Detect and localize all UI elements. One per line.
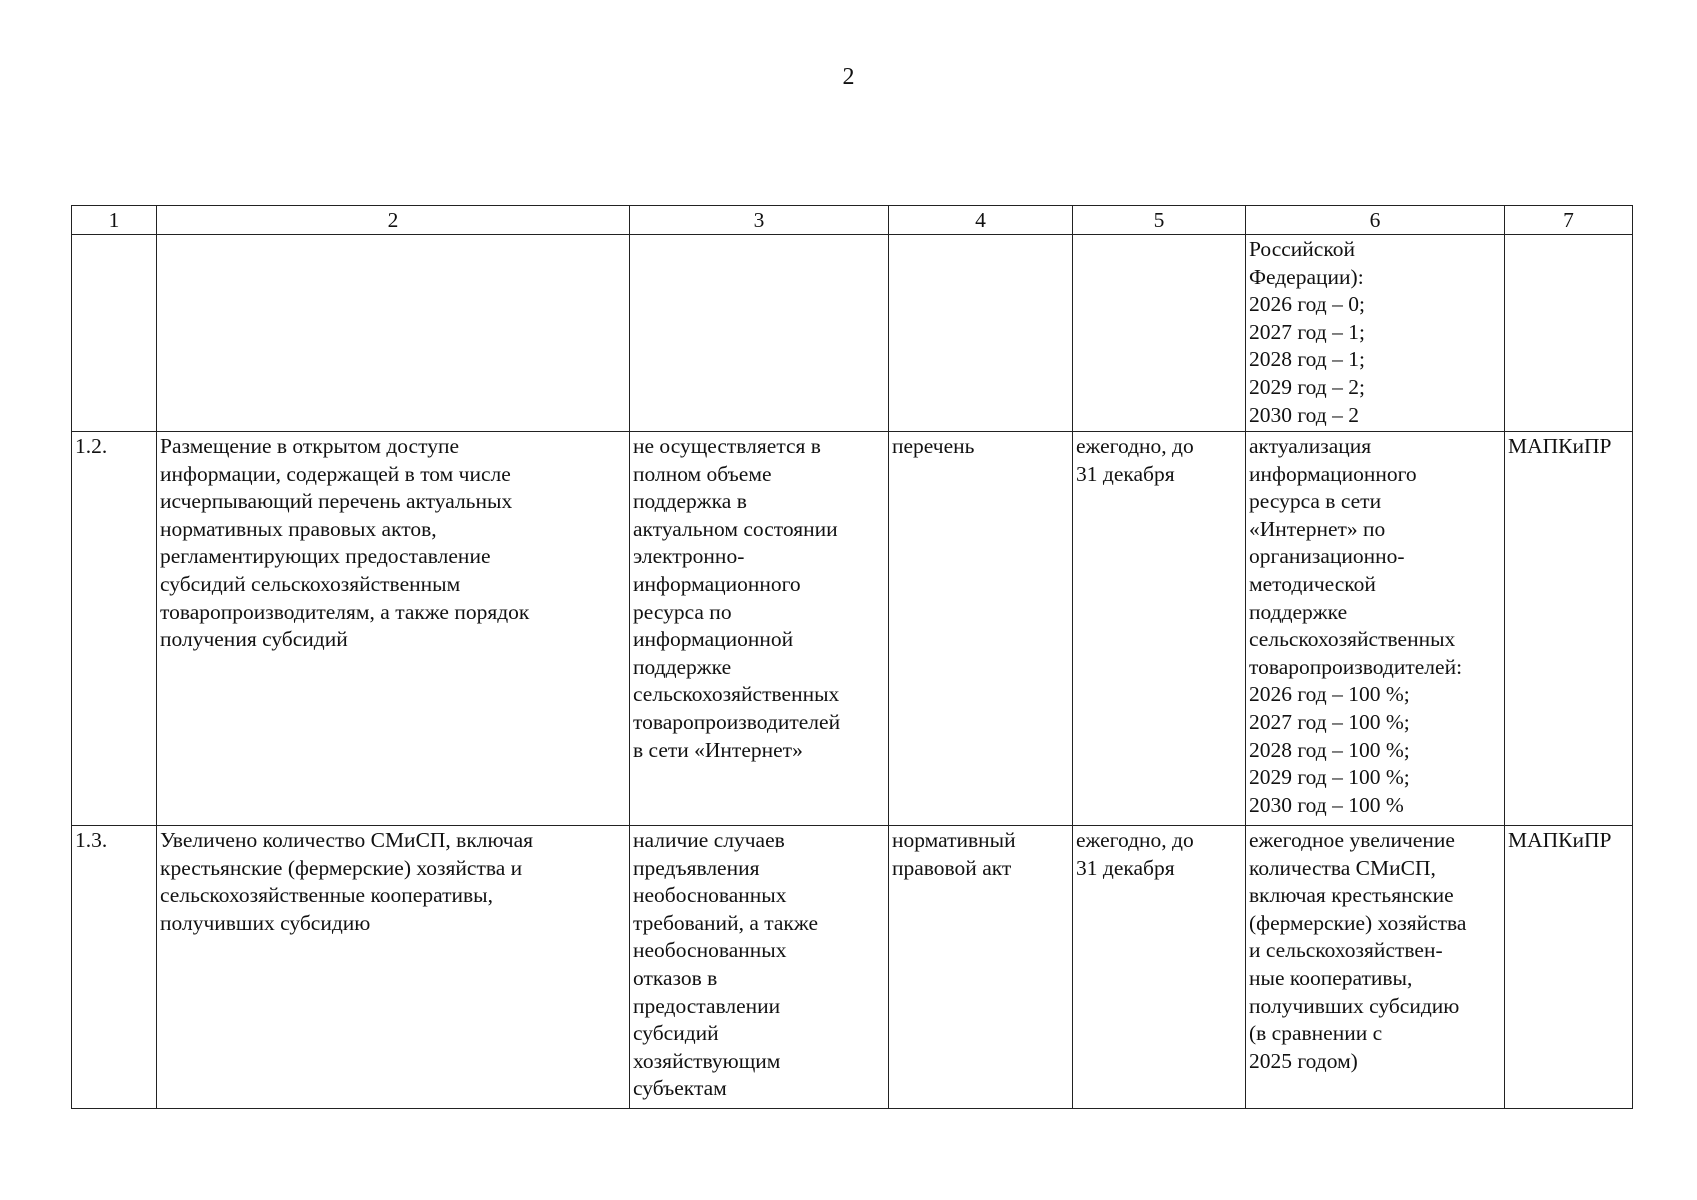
deadline-line: 31 декабря [1076, 855, 1175, 880]
result-line: и сельскохозяйствен- [1249, 938, 1443, 963]
column-number-1: 1 [72, 206, 157, 235]
problem-line: электронно- [633, 544, 745, 569]
problem-line: поддержке [633, 654, 732, 679]
result-line: 2029 год – 2; [1249, 374, 1365, 399]
result-line: 2026 год – 100 %; [1249, 682, 1410, 707]
result-line: ресурса в сети [1249, 489, 1382, 514]
result-line: 2028 год – 100 %; [1249, 737, 1410, 762]
column-number-5: 5 [1073, 206, 1246, 235]
result-line: включая крестьянские [1249, 883, 1454, 908]
result-line: актуализация [1249, 434, 1372, 458]
result-line: 2026 год – 0; [1249, 292, 1365, 317]
row-number-cell: 1.3. [72, 826, 157, 1109]
column-number-3: 3 [630, 206, 889, 235]
problem-line: субъектам [633, 1076, 727, 1101]
problem-line: отказов в [633, 965, 718, 990]
measure-line: получения субсидий [160, 627, 348, 652]
row-number-cell [72, 235, 157, 432]
result-line: ные кооперативы, [1249, 965, 1413, 990]
problem-line: предъявления [633, 855, 760, 880]
problem-line: требований, а также [633, 910, 818, 935]
measure-line: получивших субсидию [160, 910, 371, 935]
result-line: 2030 год – 2 [1249, 402, 1359, 427]
problem-cell [630, 432, 889, 826]
problem-line: информационного [633, 571, 801, 596]
document-type-cell [889, 432, 1073, 826]
table-row [72, 235, 1633, 432]
deadline-line: ежегодно, до [1076, 828, 1194, 852]
problem-line: субсидий [633, 1021, 719, 1046]
result-line: количества СМиСП, [1249, 855, 1436, 880]
deadline-cell [1073, 826, 1246, 1109]
measure-line: исчерпывающий перечень актуальных [160, 489, 513, 514]
measure-line: сельскохозяйственные кооперативы, [160, 883, 493, 908]
deadline-cell [1073, 432, 1246, 826]
problem-cell [630, 826, 889, 1109]
document-type-line: нормативный [892, 828, 1016, 852]
table-body [72, 235, 1633, 1109]
table-header [72, 206, 1633, 235]
row-number-cell: 1.2. [72, 432, 157, 826]
result-line: 2029 год – 100 %; [1249, 765, 1410, 790]
column-number-2: 2 [157, 206, 630, 235]
result-line: Российской [1249, 237, 1355, 261]
measure-line: товаропроизводителям, а также порядок [160, 599, 530, 624]
problem-line: полном объеме [633, 461, 772, 486]
table-row [72, 826, 1633, 1109]
result-line: 2027 год – 1; [1249, 319, 1365, 344]
result-line: Федерации): [1249, 264, 1364, 289]
measure-cell [157, 432, 630, 826]
result-line: товаропроизводителей: [1249, 654, 1463, 679]
document-type-line: правовой акт [892, 855, 1012, 880]
problem-line: хозяйствующим [633, 1048, 781, 1073]
problem-line: наличие случаев [633, 828, 785, 852]
problem-line: в сети «Интернет» [633, 737, 803, 762]
problem-line: сельскохозяйственных [633, 682, 840, 707]
measure-cell [157, 235, 630, 432]
problem-line: актуальном состоянии [633, 516, 838, 541]
result-line: 2028 год – 1; [1249, 347, 1365, 372]
column-number-row [72, 206, 1633, 235]
problem-line: необоснованных [633, 883, 787, 908]
result-line: организационно- [1249, 544, 1405, 569]
result-line: 2025 годом) [1249, 1048, 1358, 1073]
column-number-7: 7 [1505, 206, 1633, 235]
responsible-cell [1505, 235, 1633, 432]
result-line: поддержке [1249, 599, 1348, 624]
result-line: методической [1249, 571, 1376, 596]
result-line: ежегодное увеличение [1249, 828, 1455, 852]
result-line: 2030 год – 100 % [1249, 792, 1404, 817]
problem-line: не осуществляется в [633, 434, 821, 458]
document-type-cell [889, 826, 1073, 1109]
problem-line: поддержка в [633, 489, 747, 514]
result-line: сельскохозяйственных [1249, 627, 1456, 652]
result-line: 2027 год – 100 %; [1249, 709, 1410, 734]
deadline-line: 31 декабря [1076, 461, 1175, 486]
responsible-cell: МАПКиПР [1505, 432, 1633, 826]
result-line: получивших субсидию [1249, 993, 1460, 1018]
measure-line: крестьянские (фермерские) хозяйства и [160, 855, 523, 880]
deadline-line: ежегодно, до [1076, 434, 1194, 458]
result-line: информационного [1249, 461, 1417, 486]
measure-line: Увеличено количество СМиСП, включая [160, 828, 533, 852]
document-type-line: перечень [892, 434, 975, 458]
problem-line: ресурса по [633, 599, 732, 624]
measure-line: регламентирующих предоставление [160, 544, 491, 569]
measure-line: субсидий сельскохозяйственным [160, 571, 461, 596]
responsible-cell: МАПКиПР [1505, 826, 1633, 1109]
measure-line: информации, содержащей в том числе [160, 461, 511, 486]
deadline-cell [1073, 235, 1246, 432]
problem-line: товаропроизводителей [633, 709, 841, 734]
problem-line: необоснованных [633, 938, 787, 963]
result-line: «Интернет» по [1249, 516, 1386, 541]
measures-table [71, 205, 1633, 1109]
document-type-cell [889, 235, 1073, 432]
measure-line: нормативных правовых актов, [160, 516, 437, 541]
column-number-4: 4 [889, 206, 1073, 235]
table-row [72, 432, 1633, 826]
page-number: 2 [842, 64, 855, 90]
result-line: (в сравнении с [1249, 1021, 1383, 1046]
column-number-6: 6 [1246, 206, 1505, 235]
result-cell [1246, 235, 1505, 432]
problem-line: информационной [633, 627, 794, 652]
problem-line: предоставлении [633, 993, 781, 1018]
result-line: (фермерские) хозяйства [1249, 910, 1467, 935]
problem-cell [630, 235, 889, 432]
result-cell [1246, 432, 1505, 826]
measure-cell [157, 826, 630, 1109]
measure-line: Размещение в открытом доступе [160, 434, 460, 458]
result-cell [1246, 826, 1505, 1109]
